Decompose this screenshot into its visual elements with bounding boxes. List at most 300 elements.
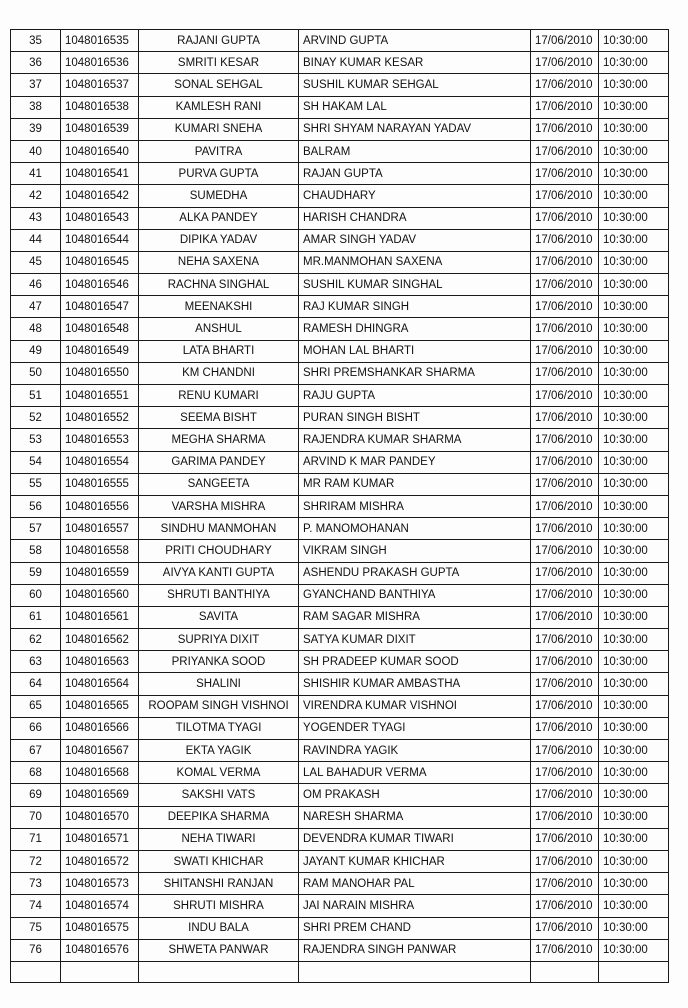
father-name-cell: SHRI SHYAM NARAYAN YADAV: [299, 118, 531, 140]
table-row: [11, 495, 669, 517]
table-row: [11, 762, 669, 784]
candidate-name-cell: SWATI KHICHAR: [139, 850, 299, 872]
roll-number-cell: 1048016550: [61, 362, 139, 384]
roll-number-cell: 1048016570: [61, 806, 139, 828]
father-name-cell: AMAR SINGH YADAV: [299, 229, 531, 251]
exam-time-cell: 10:30:00: [599, 584, 669, 606]
candidate-name-cell: NEHA SAXENA: [139, 251, 299, 273]
father-name-cell: SH PRADEEP KUMAR SOOD: [299, 651, 531, 673]
exam-date-cell: 17/06/2010: [531, 251, 599, 273]
candidate-name-cell: DIPIKA YADAV: [139, 229, 299, 251]
serial-number-cell: 52: [11, 407, 61, 429]
serial-number-cell: 40: [11, 140, 61, 162]
candidate-table: [10, 29, 669, 983]
roll-number-cell: 1048016551: [61, 385, 139, 407]
exam-time-cell: 10:30:00: [599, 207, 669, 229]
roll-number-cell: 1048016571: [61, 828, 139, 850]
serial-number-cell: 73: [11, 873, 61, 895]
serial-number-cell: 71: [11, 828, 61, 850]
table-row: [11, 695, 669, 717]
serial-number-cell: 61: [11, 606, 61, 628]
serial-number-cell: 36: [11, 52, 61, 74]
father-name-cell: NARESH SHARMA: [299, 806, 531, 828]
table-row: [11, 96, 669, 118]
father-name-cell: OM PRAKASH: [299, 784, 531, 806]
table-row: [11, 651, 669, 673]
exam-date-cell: 17/06/2010: [531, 850, 599, 872]
serial-number-cell: 74: [11, 895, 61, 917]
serial-number-cell: 55: [11, 473, 61, 495]
table-row: [11, 30, 669, 52]
serial-number-cell: 63: [11, 651, 61, 673]
roll-number-cell: 1048016554: [61, 451, 139, 473]
candidate-name-cell: KOMAL VERMA: [139, 762, 299, 784]
exam-date-cell: 17/06/2010: [531, 673, 599, 695]
candidate-name-cell: VARSHA MISHRA: [139, 495, 299, 517]
serial-number-cell: 54: [11, 451, 61, 473]
table-row: [11, 828, 669, 850]
candidate-name-cell: RACHNA SINGHAL: [139, 274, 299, 296]
serial-number-cell: 68: [11, 762, 61, 784]
father-name-cell: SHRIRAM MISHRA: [299, 495, 531, 517]
candidate-name-cell: SHRUTI BANTHIYA: [139, 584, 299, 606]
father-name-cell: VIKRAM SINGH: [299, 540, 531, 562]
roll-number-cell: 1048016556: [61, 495, 139, 517]
table-row: [11, 118, 669, 140]
candidate-name-cell: PRITI CHOUDHARY: [139, 540, 299, 562]
father-name-cell: RAJ KUMAR SINGH: [299, 296, 531, 318]
roll-number-cell: 1048016575: [61, 917, 139, 939]
exam-time-cell: 10:30:00: [599, 717, 669, 739]
roll-number-cell: 1048016560: [61, 584, 139, 606]
father-name-cell: VIRENDRA KUMAR VISHNOI: [299, 695, 531, 717]
father-name-cell: RAJENDRA SINGH PANWAR: [299, 939, 531, 961]
table-row: [11, 163, 669, 185]
candidate-name-cell: SAVITA: [139, 606, 299, 628]
roll-number-cell: 1048016552: [61, 407, 139, 429]
serial-number-cell: 65: [11, 695, 61, 717]
exam-time-cell: 10:30:00: [599, 895, 669, 917]
roll-number-cell: 1048016559: [61, 562, 139, 584]
father-name-cell: MR RAM KUMAR: [299, 473, 531, 495]
father-name-cell: BINAY KUMAR KESAR: [299, 52, 531, 74]
serial-number-cell: 50: [11, 362, 61, 384]
empty-table-row: [11, 961, 669, 982]
candidate-name-cell: RAJANI GUPTA: [139, 30, 299, 52]
father-name-cell: CHAUDHARY: [299, 185, 531, 207]
father-name-cell: RAVINDRA YAGIK: [299, 740, 531, 762]
father-name-cell: RAJAN GUPTA: [299, 163, 531, 185]
empty-cell: [11, 961, 61, 982]
candidate-name-cell: KM CHANDNI: [139, 362, 299, 384]
roll-number-cell: 1048016574: [61, 895, 139, 917]
serial-number-cell: 41: [11, 163, 61, 185]
roll-number-cell: 1048016542: [61, 185, 139, 207]
roll-number-cell: 1048016535: [61, 30, 139, 52]
table-row: [11, 451, 669, 473]
exam-date-cell: 17/06/2010: [531, 695, 599, 717]
exam-time-cell: 10:30:00: [599, 873, 669, 895]
father-name-cell: JAI NARAIN MISHRA: [299, 895, 531, 917]
table-row: [11, 274, 669, 296]
serial-number-cell: 76: [11, 939, 61, 961]
candidate-name-cell: TILOTMA TYAGI: [139, 717, 299, 739]
exam-time-cell: 10:30:00: [599, 473, 669, 495]
roll-number-cell: 1048016576: [61, 939, 139, 961]
table-row: [11, 917, 669, 939]
father-name-cell: GYANCHAND BANTHIYA: [299, 584, 531, 606]
table-row: [11, 362, 669, 384]
serial-number-cell: 46: [11, 274, 61, 296]
exam-date-cell: 17/06/2010: [531, 274, 599, 296]
exam-date-cell: 17/06/2010: [531, 651, 599, 673]
father-name-cell: SUSHIL KUMAR SEHGAL: [299, 74, 531, 96]
roll-number-cell: 1048016548: [61, 318, 139, 340]
serial-number-cell: 43: [11, 207, 61, 229]
exam-time-cell: 10:30:00: [599, 318, 669, 340]
father-name-cell: RAMESH DHINGRA: [299, 318, 531, 340]
serial-number-cell: 75: [11, 917, 61, 939]
table-row: [11, 52, 669, 74]
table-row: [11, 939, 669, 961]
candidate-name-cell: SHITANSHI RANJAN: [139, 873, 299, 895]
table-row: [11, 207, 669, 229]
roll-number-cell: 1048016546: [61, 274, 139, 296]
table-row: [11, 518, 669, 540]
roll-number-cell: 1048016538: [61, 96, 139, 118]
exam-date-cell: 17/06/2010: [531, 30, 599, 52]
candidate-name-cell: SHRUTI MISHRA: [139, 895, 299, 917]
candidate-name-cell: ROOPAM SINGH VISHNOI: [139, 695, 299, 717]
roll-number-cell: 1048016555: [61, 473, 139, 495]
table-row: [11, 407, 669, 429]
serial-number-cell: 38: [11, 96, 61, 118]
exam-date-cell: 17/06/2010: [531, 473, 599, 495]
candidate-name-cell: SANGEETA: [139, 473, 299, 495]
table-row: [11, 540, 669, 562]
father-name-cell: MOHAN LAL BHARTI: [299, 340, 531, 362]
serial-number-cell: 72: [11, 850, 61, 872]
candidate-name-cell: PRIYANKA SOOD: [139, 651, 299, 673]
exam-date-cell: 17/06/2010: [531, 362, 599, 384]
exam-time-cell: 10:30:00: [599, 740, 669, 762]
table-row: [11, 717, 669, 739]
roll-number-cell: 1048016541: [61, 163, 139, 185]
exam-date-cell: 17/06/2010: [531, 296, 599, 318]
roll-number-cell: 1048016568: [61, 762, 139, 784]
exam-time-cell: 10:30:00: [599, 629, 669, 651]
table-row: [11, 629, 669, 651]
exam-time-cell: 10:30:00: [599, 30, 669, 52]
candidate-name-cell: KAMLESH RANI: [139, 96, 299, 118]
candidate-name-cell: SEEMA BISHT: [139, 407, 299, 429]
serial-number-cell: 59: [11, 562, 61, 584]
candidate-name-cell: SHWETA PANWAR: [139, 939, 299, 961]
father-name-cell: SATYA KUMAR DIXIT: [299, 629, 531, 651]
father-name-cell: MR.MANMOHAN SAXENA: [299, 251, 531, 273]
exam-time-cell: 10:30:00: [599, 495, 669, 517]
exam-date-cell: 17/06/2010: [531, 407, 599, 429]
exam-date-cell: 17/06/2010: [531, 939, 599, 961]
exam-time-cell: 10:30:00: [599, 562, 669, 584]
table-row: [11, 385, 669, 407]
father-name-cell: JAYANT KUMAR KHICHAR: [299, 850, 531, 872]
table-row: [11, 584, 669, 606]
father-name-cell: PURAN SINGH BISHT: [299, 407, 531, 429]
roll-number-cell: 1048016539: [61, 118, 139, 140]
empty-cell: [139, 961, 299, 982]
roll-number-cell: 1048016565: [61, 695, 139, 717]
exam-date-cell: 17/06/2010: [531, 52, 599, 74]
candidate-name-cell: INDU BALA: [139, 917, 299, 939]
empty-cell: [531, 961, 599, 982]
candidate-name-cell: ANSHUL: [139, 318, 299, 340]
serial-number-cell: 42: [11, 185, 61, 207]
candidate-name-cell: SUPRIYA DIXIT: [139, 629, 299, 651]
exam-date-cell: 17/06/2010: [531, 451, 599, 473]
serial-number-cell: 44: [11, 229, 61, 251]
exam-date-cell: 17/06/2010: [531, 740, 599, 762]
table-row: [11, 251, 669, 273]
candidate-name-cell: DEEPIKA SHARMA: [139, 806, 299, 828]
exam-date-cell: 17/06/2010: [531, 584, 599, 606]
table-row: [11, 740, 669, 762]
exam-time-cell: 10:30:00: [599, 140, 669, 162]
serial-number-cell: 37: [11, 74, 61, 96]
father-name-cell: RAM MANOHAR PAL: [299, 873, 531, 895]
roll-number-cell: 1048016569: [61, 784, 139, 806]
candidate-name-cell: SAKSHI VATS: [139, 784, 299, 806]
exam-time-cell: 10:30:00: [599, 606, 669, 628]
exam-date-cell: 17/06/2010: [531, 540, 599, 562]
serial-number-cell: 62: [11, 629, 61, 651]
exam-date-cell: 17/06/2010: [531, 606, 599, 628]
exam-date-cell: 17/06/2010: [531, 784, 599, 806]
table-row: [11, 850, 669, 872]
exam-time-cell: 10:30:00: [599, 274, 669, 296]
serial-number-cell: 66: [11, 717, 61, 739]
father-name-cell: ASHENDU PRAKASH GUPTA: [299, 562, 531, 584]
father-name-cell: SH HAKAM LAL: [299, 96, 531, 118]
table-row: [11, 140, 669, 162]
exam-date-cell: 17/06/2010: [531, 518, 599, 540]
candidate-table-body: [11, 30, 669, 983]
serial-number-cell: 48: [11, 318, 61, 340]
candidate-name-cell: MEENAKSHI: [139, 296, 299, 318]
roll-number-cell: 1048016558: [61, 540, 139, 562]
exam-time-cell: 10:30:00: [599, 451, 669, 473]
table-row: [11, 784, 669, 806]
serial-number-cell: 67: [11, 740, 61, 762]
exam-date-cell: 17/06/2010: [531, 873, 599, 895]
roll-number-cell: 1048016563: [61, 651, 139, 673]
roll-number-cell: 1048016573: [61, 873, 139, 895]
candidate-name-cell: GARIMA PANDEY: [139, 451, 299, 473]
exam-date-cell: 17/06/2010: [531, 917, 599, 939]
exam-time-cell: 10:30:00: [599, 651, 669, 673]
serial-number-cell: 47: [11, 296, 61, 318]
table-row: [11, 873, 669, 895]
exam-date-cell: 17/06/2010: [531, 895, 599, 917]
exam-date-cell: 17/06/2010: [531, 340, 599, 362]
father-name-cell: RAM SAGAR MISHRA: [299, 606, 531, 628]
serial-number-cell: 58: [11, 540, 61, 562]
exam-time-cell: 10:30:00: [599, 850, 669, 872]
candidate-name-cell: KUMARI SNEHA: [139, 118, 299, 140]
exam-time-cell: 10:30:00: [599, 939, 669, 961]
exam-time-cell: 10:30:00: [599, 340, 669, 362]
serial-number-cell: 53: [11, 429, 61, 451]
exam-time-cell: 10:30:00: [599, 163, 669, 185]
candidate-name-cell: SINDHU MANMOHAN: [139, 518, 299, 540]
exam-time-cell: 10:30:00: [599, 362, 669, 384]
candidate-name-cell: MEGHA SHARMA: [139, 429, 299, 451]
exam-date-cell: 17/06/2010: [531, 74, 599, 96]
table-row: [11, 562, 669, 584]
father-name-cell: RAJENDRA KUMAR SHARMA: [299, 429, 531, 451]
exam-date-cell: 17/06/2010: [531, 717, 599, 739]
exam-date-cell: 17/06/2010: [531, 495, 599, 517]
exam-time-cell: 10:30:00: [599, 518, 669, 540]
exam-time-cell: 10:30:00: [599, 429, 669, 451]
serial-number-cell: 49: [11, 340, 61, 362]
roll-number-cell: 1048016572: [61, 850, 139, 872]
exam-time-cell: 10:30:00: [599, 762, 669, 784]
exam-time-cell: 10:30:00: [599, 96, 669, 118]
father-name-cell: P. MANOMOHANAN: [299, 518, 531, 540]
father-name-cell: BALRAM: [299, 140, 531, 162]
table-row: [11, 673, 669, 695]
father-name-cell: SHRI PREM CHAND: [299, 917, 531, 939]
exam-time-cell: 10:30:00: [599, 540, 669, 562]
candidate-name-cell: PURVA GUPTA: [139, 163, 299, 185]
exam-time-cell: 10:30:00: [599, 185, 669, 207]
candidate-name-cell: LATA BHARTI: [139, 340, 299, 362]
father-name-cell: YOGENDER TYAGI: [299, 717, 531, 739]
roll-number-cell: 1048016540: [61, 140, 139, 162]
serial-number-cell: 39: [11, 118, 61, 140]
roll-number-cell: 1048016536: [61, 52, 139, 74]
father-name-cell: RAJU GUPTA: [299, 385, 531, 407]
exam-date-cell: 17/06/2010: [531, 629, 599, 651]
candidate-name-cell: SONAL SEHGAL: [139, 74, 299, 96]
exam-time-cell: 10:30:00: [599, 296, 669, 318]
exam-time-cell: 10:30:00: [599, 806, 669, 828]
exam-date-cell: 17/06/2010: [531, 96, 599, 118]
candidate-name-cell: NEHA TIWARI: [139, 828, 299, 850]
exam-date-cell: 17/06/2010: [531, 229, 599, 251]
exam-time-cell: 10:30:00: [599, 828, 669, 850]
serial-number-cell: 45: [11, 251, 61, 273]
exam-date-cell: 17/06/2010: [531, 806, 599, 828]
exam-date-cell: 17/06/2010: [531, 185, 599, 207]
serial-number-cell: 60: [11, 584, 61, 606]
exam-time-cell: 10:30:00: [599, 385, 669, 407]
candidate-name-cell: SMRITI KESAR: [139, 52, 299, 74]
empty-cell: [299, 961, 531, 982]
exam-time-cell: 10:30:00: [599, 251, 669, 273]
table-row: [11, 185, 669, 207]
candidate-name-cell: RENU KUMARI: [139, 385, 299, 407]
father-name-cell: SUSHIL KUMAR SINGHAL: [299, 274, 531, 296]
exam-time-cell: 10:30:00: [599, 229, 669, 251]
serial-number-cell: 64: [11, 673, 61, 695]
exam-time-cell: 10:30:00: [599, 673, 669, 695]
exam-date-cell: 17/06/2010: [531, 140, 599, 162]
roll-number-cell: 1048016561: [61, 606, 139, 628]
roll-number-cell: 1048016549: [61, 340, 139, 362]
exam-date-cell: 17/06/2010: [531, 429, 599, 451]
roll-number-cell: 1048016545: [61, 251, 139, 273]
table-row: [11, 606, 669, 628]
father-name-cell: ARVIND GUPTA: [299, 30, 531, 52]
candidate-name-cell: SUMEDHA: [139, 185, 299, 207]
serial-number-cell: 51: [11, 385, 61, 407]
table-row: [11, 806, 669, 828]
roll-number-cell: 1048016566: [61, 717, 139, 739]
candidate-name-cell: EKTA YAGIK: [139, 740, 299, 762]
roll-number-cell: 1048016562: [61, 629, 139, 651]
exam-time-cell: 10:30:00: [599, 74, 669, 96]
exam-date-cell: 17/06/2010: [531, 163, 599, 185]
roll-number-cell: 1048016544: [61, 229, 139, 251]
serial-number-cell: 35: [11, 30, 61, 52]
candidate-name-cell: SHALINI: [139, 673, 299, 695]
father-name-cell: ARVIND K MAR PANDEY: [299, 451, 531, 473]
roll-number-cell: 1048016543: [61, 207, 139, 229]
exam-date-cell: 17/06/2010: [531, 207, 599, 229]
candidate-name-cell: ALKA PANDEY: [139, 207, 299, 229]
table-row: [11, 296, 669, 318]
roll-number-cell: 1048016537: [61, 74, 139, 96]
exam-date-cell: 17/06/2010: [531, 562, 599, 584]
serial-number-cell: 57: [11, 518, 61, 540]
father-name-cell: DEVENDRA KUMAR TIWARI: [299, 828, 531, 850]
table-row: [11, 895, 669, 917]
table-row: [11, 318, 669, 340]
exam-time-cell: 10:30:00: [599, 52, 669, 74]
exam-time-cell: 10:30:00: [599, 407, 669, 429]
exam-date-cell: 17/06/2010: [531, 318, 599, 340]
candidate-name-cell: AIVYA KANTI GUPTA: [139, 562, 299, 584]
empty-cell: [61, 961, 139, 982]
father-name-cell: SHISHIR KUMAR AMBASTHA: [299, 673, 531, 695]
roll-number-cell: 1048016567: [61, 740, 139, 762]
exam-time-cell: 10:30:00: [599, 118, 669, 140]
exam-time-cell: 10:30:00: [599, 917, 669, 939]
exam-date-cell: 17/06/2010: [531, 118, 599, 140]
father-name-cell: SHRI PREMSHANKAR SHARMA: [299, 362, 531, 384]
table-row: [11, 74, 669, 96]
father-name-cell: HARISH CHANDRA: [299, 207, 531, 229]
exam-date-cell: 17/06/2010: [531, 762, 599, 784]
roll-number-cell: 1048016553: [61, 429, 139, 451]
roll-number-cell: 1048016557: [61, 518, 139, 540]
table-row: [11, 340, 669, 362]
table-row: [11, 473, 669, 495]
roll-number-cell: 1048016547: [61, 296, 139, 318]
table-row: [11, 429, 669, 451]
roll-number-cell: 1048016564: [61, 673, 139, 695]
serial-number-cell: 56: [11, 495, 61, 517]
empty-cell: [599, 961, 669, 982]
father-name-cell: LAL BAHADUR VERMA: [299, 762, 531, 784]
table-row: [11, 229, 669, 251]
exam-date-cell: 17/06/2010: [531, 385, 599, 407]
exam-time-cell: 10:30:00: [599, 784, 669, 806]
serial-number-cell: 69: [11, 784, 61, 806]
serial-number-cell: 70: [11, 806, 61, 828]
